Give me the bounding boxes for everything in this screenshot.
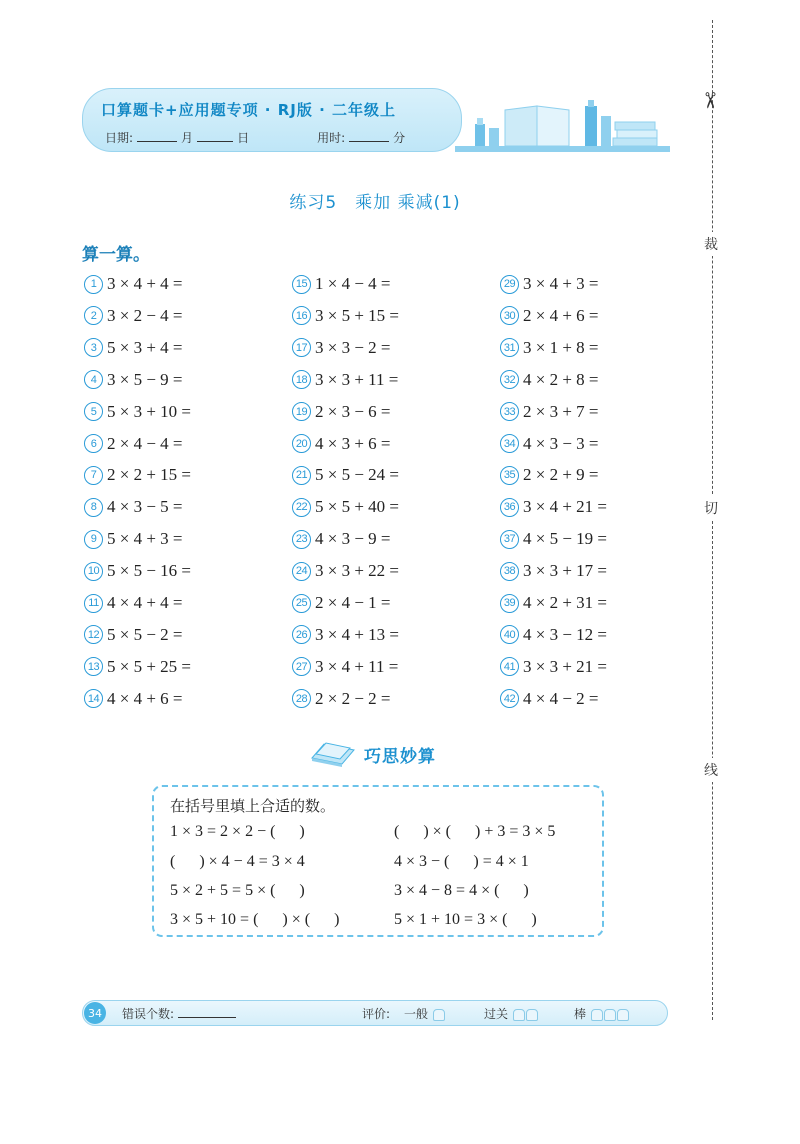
- problem-number: 13: [84, 657, 103, 676]
- problem-number: 5: [84, 402, 103, 421]
- problem-expression: 2 × 4 − 4 =: [107, 433, 183, 453]
- problem-item: [84, 432, 183, 456]
- section-heading: 算一算。: [82, 245, 150, 265]
- fill-item-5: 5 × 2 + 5 = 5 × ( ): [170, 882, 305, 899]
- problem-number: 34: [500, 434, 519, 453]
- problem-item: [292, 272, 391, 296]
- problem-expression: 2 × 2 + 9 =: [523, 465, 599, 485]
- problem-expression: 1 × 4 − 4 =: [315, 274, 391, 293]
- thumb-icon[interactable]: [604, 1009, 616, 1021]
- problem-expression: 2 × 2 − 2 =: [315, 688, 391, 708]
- rating-great: [574, 1005, 629, 1022]
- problem-item: [500, 655, 607, 679]
- rating-label: 评价:: [362, 1007, 391, 1021]
- header-meta: [105, 129, 405, 146]
- problem-expression: 4 × 4 + 6 =: [107, 688, 183, 708]
- problem-expression: 3 × 5 − 9 =: [107, 369, 183, 389]
- problem-number: 24: [292, 562, 311, 581]
- problem-number: 23: [292, 530, 311, 549]
- problem-item: [84, 272, 183, 296]
- problem-expression: 5 × 5 + 40 =: [315, 497, 400, 517]
- problem-item: [500, 336, 599, 360]
- problem-expression: 2 × 4 + 6 =: [523, 305, 599, 325]
- thumb-icon[interactable]: [433, 1009, 445, 1021]
- problem-number: 39: [500, 594, 519, 613]
- books-illustration: [455, 96, 670, 154]
- problem-item: [84, 368, 183, 392]
- rating-pass: [484, 1005, 538, 1022]
- problem-expression: 3 × 4 + 4 =: [107, 274, 183, 293]
- problem-expression: 3 × 3 + 11 =: [315, 369, 399, 389]
- problem-number: 3: [84, 338, 103, 357]
- problem-expression: 5 × 5 − 24 =: [315, 465, 400, 485]
- problem-number: 40: [500, 625, 519, 644]
- problem-number: 9: [84, 530, 103, 549]
- book-title: 口算题卡+应用题专项 · RJ版 · 二年级上: [101, 101, 396, 119]
- problem-item: [500, 463, 599, 487]
- clever-title: 巧思妙算: [364, 746, 436, 767]
- problem-item: [292, 336, 391, 360]
- problem-number: 18: [292, 370, 311, 389]
- problem-item: [84, 495, 183, 519]
- problem-expression: 3 × 2 − 4 =: [107, 305, 183, 325]
- problem-expression: 4 × 3 + 6 =: [315, 433, 391, 453]
- problem-item: [84, 336, 183, 360]
- problem-number: 19: [292, 402, 311, 421]
- errors-label: [122, 1005, 236, 1022]
- problem-expression: 5 × 5 + 25 =: [107, 656, 192, 676]
- problem-expression: 4 × 5 − 19 =: [523, 529, 608, 549]
- problem-expression: 4 × 2 + 8 =: [523, 369, 599, 389]
- problem-number: 17: [292, 338, 311, 357]
- problem-item: [292, 495, 399, 519]
- problem-expression: 5 × 4 + 3 =: [107, 529, 183, 549]
- problem-number: 31: [500, 338, 519, 357]
- problem-expression: 3 × 4 + 3 =: [523, 274, 599, 293]
- clever-instruction: 在括号里填上合适的数。: [170, 797, 336, 815]
- problem-expression: 3 × 3 + 21 =: [523, 656, 608, 676]
- problem-number: 11: [84, 594, 103, 613]
- rating-pass-text: 过关: [484, 1007, 509, 1021]
- problem-item: [292, 527, 391, 551]
- thumb-icon[interactable]: [526, 1009, 538, 1021]
- problem-item: [292, 687, 391, 711]
- problem-item: [84, 527, 183, 551]
- problem-expression: 3 × 4 + 13 =: [315, 624, 400, 644]
- header-banner: [82, 88, 462, 152]
- problem-number: 12: [84, 625, 103, 644]
- cut-char-1: 裁: [704, 232, 718, 256]
- books-icon: [310, 740, 356, 768]
- problem-expression: 4 × 4 + 4 =: [107, 593, 183, 612]
- problem-number: 16: [292, 306, 311, 325]
- problem-number: 14: [84, 689, 103, 708]
- problem-expression: 5 × 5 − 16 =: [107, 561, 192, 581]
- problem-item: [84, 687, 183, 711]
- problem-item: [84, 400, 191, 424]
- page-number: 34: [84, 1002, 106, 1024]
- problem-item: [84, 623, 183, 647]
- errors-label-text: 错误个数:: [122, 1007, 175, 1021]
- problem-item: [500, 400, 599, 424]
- problem-number: 15: [292, 275, 311, 294]
- scissors-icon: ✂: [696, 91, 722, 110]
- problem-expression: 4 × 3 − 9 =: [315, 529, 391, 549]
- problem-number: 42: [500, 689, 519, 708]
- problem-item: [500, 591, 607, 615]
- problem-item: [292, 463, 399, 487]
- problem-expression: 5 × 3 + 4 =: [107, 337, 183, 357]
- problem-item: [292, 655, 398, 679]
- problem-item: [500, 623, 607, 647]
- problem-number: 30: [500, 306, 519, 325]
- problem-number: 33: [500, 402, 519, 421]
- clever-heading: [310, 740, 436, 768]
- problem-item: [84, 559, 191, 583]
- problem-expression: 3 × 4 + 21 =: [523, 497, 608, 517]
- problem-item: [500, 368, 599, 392]
- problem-number: 35: [500, 466, 519, 485]
- month-blank[interactable]: [137, 130, 177, 142]
- problem-item: [500, 495, 607, 519]
- problem-expression: 3 × 1 + 8 =: [523, 337, 599, 357]
- problem-number: 38: [500, 562, 519, 581]
- problem-item: [292, 368, 398, 392]
- problem-number: 8: [84, 498, 103, 517]
- problem-number: 32: [500, 370, 519, 389]
- problem-expression: 2 × 2 + 15 =: [107, 465, 192, 485]
- fill-item-1: 1 × 3 = 2 × 2 − ( ): [170, 823, 305, 840]
- day-blank[interactable]: [197, 130, 233, 142]
- time-blank[interactable]: [349, 130, 389, 142]
- problem-number: 10: [84, 562, 103, 581]
- problem-number: 7: [84, 466, 103, 485]
- problem-number: 28: [292, 689, 311, 708]
- date-label: 日期:: [105, 131, 134, 145]
- problem-item: [84, 655, 191, 679]
- problem-expression: 3 × 5 + 15 =: [315, 305, 400, 325]
- problem-expression: 2 × 3 + 7 =: [523, 401, 599, 421]
- problem-number: 25: [292, 594, 311, 613]
- problem-number: 6: [84, 434, 103, 453]
- problem-number: 22: [292, 498, 311, 517]
- problem-item: [292, 623, 399, 647]
- day-label: 日: [237, 131, 250, 145]
- problem-number: 2: [84, 306, 103, 325]
- month-label: 月: [181, 131, 194, 145]
- cut-line: [712, 20, 713, 1020]
- problem-expression: 3 × 3 − 2 =: [315, 337, 391, 357]
- problem-number: 27: [292, 657, 311, 676]
- problem-expression: 4 × 2 + 31 =: [523, 593, 608, 612]
- thumb-icon[interactable]: [617, 1009, 629, 1021]
- problem-item: [292, 591, 391, 615]
- problem-item: [500, 687, 599, 711]
- problem-item: [84, 304, 183, 328]
- lesson-title: 练习5 乘加 乘减(1): [289, 193, 461, 213]
- problem-expression: 5 × 3 + 10 =: [107, 401, 192, 421]
- problem-expression: 3 × 3 + 22 =: [315, 561, 400, 581]
- problem-item: [84, 463, 191, 487]
- problem-number: 29: [500, 275, 519, 294]
- problem-number: 20: [292, 434, 311, 453]
- problem-expression: 4 × 3 − 3 =: [523, 433, 599, 453]
- problem-item: [84, 591, 183, 615]
- problem-item: [292, 400, 391, 424]
- problem-number: 21: [292, 466, 311, 485]
- problem-expression: 2 × 3 − 6 =: [315, 401, 391, 421]
- problem-number: 41: [500, 657, 519, 676]
- problem-number: 4: [84, 370, 103, 389]
- rating-great-text: 棒: [574, 1007, 587, 1021]
- thumb-icon[interactable]: [591, 1009, 603, 1021]
- problem-expression: 5 × 5 − 2 =: [107, 624, 183, 644]
- rating-general: [404, 1005, 445, 1022]
- errors-blank[interactable]: [178, 1006, 236, 1018]
- problem-number: 36: [500, 498, 519, 517]
- fill-item-8: 5 × 1 + 10 = 3 × ( ): [394, 911, 537, 928]
- problem-number: 26: [292, 625, 311, 644]
- problem-item: [292, 559, 399, 583]
- thumb-icon[interactable]: [513, 1009, 525, 1021]
- problem-expression: 2 × 4 − 1 =: [315, 593, 391, 612]
- problem-number: 1: [84, 275, 103, 294]
- problem-item: [500, 304, 599, 328]
- problem-expression: 3 × 4 + 11 =: [315, 656, 399, 676]
- problem-expression: 3 × 3 + 17 =: [523, 561, 608, 581]
- problem-item: [292, 432, 391, 456]
- problem-item: [500, 527, 607, 551]
- problem-item: [500, 432, 599, 456]
- minute-label: 分: [393, 131, 406, 145]
- problem-item: [500, 559, 607, 583]
- cut-char-2: 切: [704, 496, 718, 520]
- fill-item-3: ( ) × 4 − 4 = 3 × 4: [170, 853, 305, 870]
- fill-item-2: ( ) × ( ) + 3 = 3 × 5: [394, 823, 556, 840]
- problem-expression: 4 × 3 − 5 =: [107, 497, 183, 517]
- fill-item-6: 3 × 4 − 8 = 4 × ( ): [394, 882, 529, 899]
- cut-char-3: 线: [704, 758, 718, 782]
- problem-expression: 4 × 4 − 2 =: [523, 688, 599, 708]
- problem-item: [500, 272, 599, 296]
- fill-item-7: 3 × 5 + 10 = ( ) × ( ): [170, 911, 340, 928]
- fill-item-4: 4 × 3 − ( ) = 4 × 1: [394, 853, 529, 870]
- problem-expression: 4 × 3 − 12 =: [523, 624, 608, 644]
- rating-general-text: 一般: [404, 1007, 429, 1021]
- problem-number: 37: [500, 530, 519, 549]
- problem-item: [292, 304, 399, 328]
- time-label: 用时:: [317, 131, 346, 145]
